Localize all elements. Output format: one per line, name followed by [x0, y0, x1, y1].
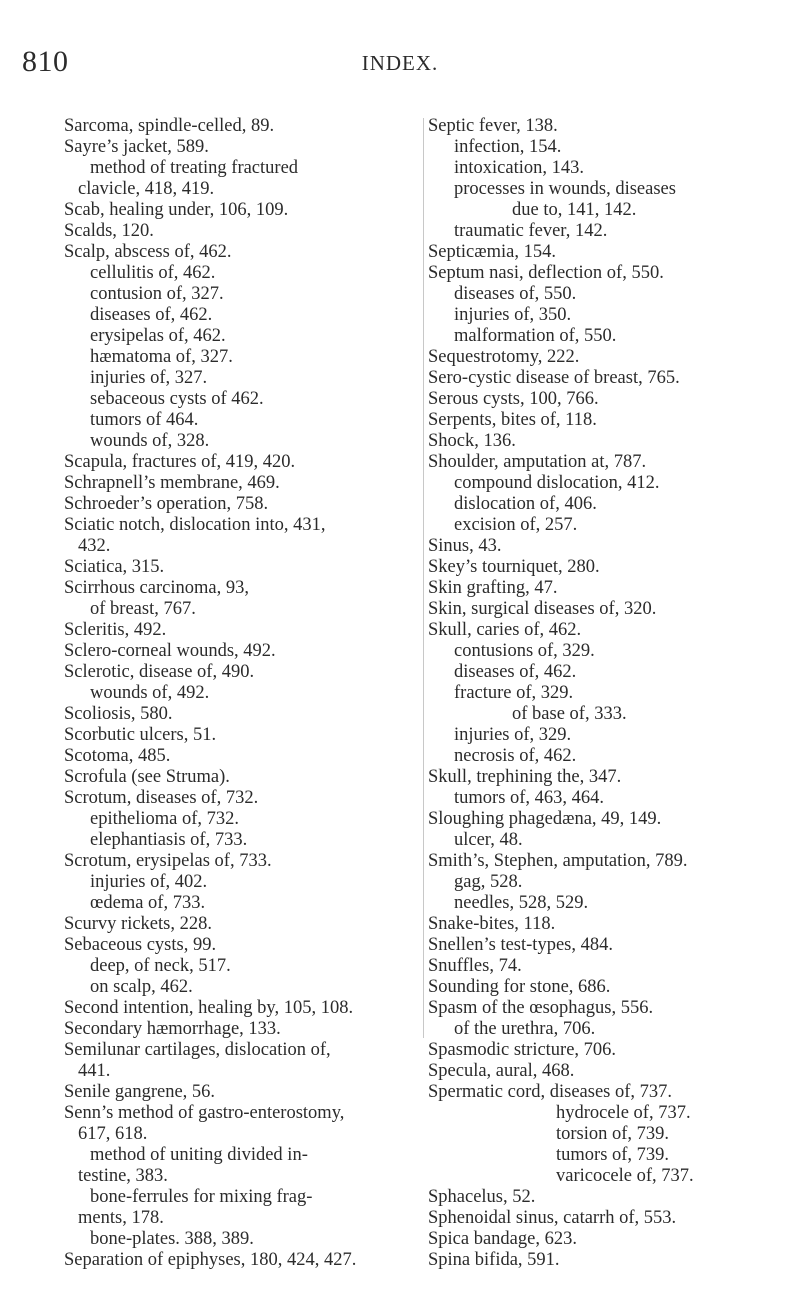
index-entry: Scalp, abscess of, 462.: [64, 242, 232, 262]
index-entry: ulcer, 48.: [454, 830, 523, 850]
index-entry: gag, 528.: [454, 872, 523, 892]
index-entry: of the urethra, 706.: [454, 1019, 596, 1039]
index-entry: hæmatoma of, 327.: [90, 347, 233, 367]
index-entry: of breast, 767.: [90, 599, 196, 619]
index-entry: Sebaceous cysts, 99.: [64, 935, 217, 955]
index-entry: injuries of, 350.: [454, 305, 572, 325]
index-entry: excision of, 257.: [454, 515, 578, 535]
index-entry: Sarcoma, spindle-celled, 89.: [64, 116, 275, 136]
index-entry: Scoliosis, 580.: [64, 704, 173, 724]
index-entry: wounds of, 328.: [90, 431, 210, 451]
index-entry: Sloughing phagedæna, 49, 149.: [428, 809, 662, 829]
index-entry: diseases of, 550.: [454, 284, 577, 304]
index-entry: testine, 383.: [78, 1166, 168, 1186]
index-entry: cellulitis of, 462.: [90, 263, 216, 283]
index-entry: injuries of, 329.: [454, 725, 572, 745]
index-entry: wounds of, 492.: [90, 683, 210, 703]
index-entry: Skin, surgical diseases of, 320.: [428, 599, 657, 619]
index-entry: Scleritis, 492.: [64, 620, 167, 640]
index-entry: infection, 154.: [454, 137, 562, 157]
index-entry: Sero-cystic disease of breast, 765.: [428, 368, 680, 388]
index-entry: Sclerotic, disease of, 490.: [64, 662, 255, 682]
index-entry: Spasm of the œsophagus, 556.: [428, 998, 654, 1018]
index-entry: bone-ferrules for mixing frag-: [90, 1187, 313, 1207]
index-entry: 617, 618.: [78, 1124, 148, 1144]
index-entry: Scrotum, erysipelas of, 733.: [64, 851, 272, 871]
index-entry: Sinus, 43.: [428, 536, 502, 556]
page-number: 810: [22, 45, 69, 78]
index-entry: Scrotum, diseases of, 732.: [64, 788, 259, 808]
index-entry: epithelioma of, 732.: [90, 809, 239, 829]
index-entry: dislocation of, 406.: [454, 494, 597, 514]
index-entry: Spermatic cord, diseases of, 737.: [428, 1082, 673, 1102]
index-entry: Snake-bites, 118.: [428, 914, 556, 934]
index-entry: Serous cysts, 100, 766.: [428, 389, 599, 409]
index-entry: Senile gangrene, 56.: [64, 1082, 216, 1102]
index-entry: 441.: [78, 1061, 111, 1081]
index-entry: contusions of, 329.: [454, 641, 595, 661]
index-entry: tumors of, 739.: [556, 1145, 670, 1165]
index-entry: necrosis of, 462.: [454, 746, 577, 766]
index-entry: Scorbutic ulcers, 51.: [64, 725, 217, 745]
index-entry: Specula, aural, 468.: [428, 1061, 575, 1081]
index-entry: traumatic fever, 142.: [454, 221, 608, 241]
index-entry: tumors of, 463, 464.: [454, 788, 605, 808]
index-entry: on scalp, 462.: [90, 977, 193, 997]
index-entry: of base of, 333.: [512, 704, 627, 724]
index-entry: Scapula, fractures of, 419, 420.: [64, 452, 296, 472]
index-column-right: [428, 116, 768, 1271]
index-entry: Second intention, healing by, 105, 108.: [64, 998, 354, 1018]
index-entry: erysipelas of, 462.: [90, 326, 226, 346]
index-entry: Septicæmia, 154.: [428, 242, 556, 262]
index-entry: sebaceous cysts of 462.: [90, 389, 264, 409]
index-entry: torsion of, 739.: [556, 1124, 670, 1144]
index-entry: clavicle, 418, 419.: [78, 179, 215, 199]
index-entry: Scurvy rickets, 228.: [64, 914, 212, 934]
index-entry: Snuffles, 74.: [428, 956, 522, 976]
index-entry: bone-plates. 388, 389.: [90, 1229, 254, 1249]
index-entry: Secondary hæmorrhage, 133.: [64, 1019, 281, 1039]
index-entry: Sciatica, 315.: [64, 557, 165, 577]
index-entry: Shock, 136.: [428, 431, 516, 451]
index-entry: fracture of, 329.: [454, 683, 574, 703]
index-entry: contusion of, 327.: [90, 284, 224, 304]
index-entry: Spica bandage, 623.: [428, 1229, 577, 1249]
index-entry: Sequestrotomy, 222.: [428, 347, 580, 367]
index-entry: diseases of, 462.: [454, 662, 577, 682]
index-entry: Scirrhous carcinoma, 93,: [64, 578, 249, 598]
index-entry: Sayre’s jacket, 589.: [64, 137, 209, 157]
index-entry: method of treating fractured: [90, 158, 299, 178]
index-entry: Skull, caries of, 462.: [428, 620, 582, 640]
index-entry: injuries of, 402.: [90, 872, 208, 892]
index-entry: Semilunar cartilages, dislocation of,: [64, 1040, 331, 1060]
index-entry: diseases of, 462.: [90, 305, 213, 325]
index-entry: Sounding for stone, 686.: [428, 977, 611, 997]
index-entry: compound dislocation, 412.: [454, 473, 660, 493]
index-entry: œdema of, 733.: [90, 893, 206, 913]
index-entry: Skull, trephining the, 347.: [428, 767, 622, 787]
index-column-left: [64, 116, 424, 1271]
index-entry: Scab, healing under, 106, 109.: [64, 200, 289, 220]
index-entry: injuries of, 327.: [90, 368, 208, 388]
index-entry: Skey’s tourniquet, 280.: [428, 557, 600, 577]
index-entry: Septum nasi, deflection of, 550.: [428, 263, 664, 283]
index-entry: needles, 528, 529.: [454, 893, 589, 913]
index-entry: Schroeder’s operation, 758.: [64, 494, 269, 514]
index-entry: Scalds, 120.: [64, 221, 154, 241]
index-entry: Scrofula (see Struma).: [64, 767, 230, 787]
index-entry: 432.: [78, 536, 111, 556]
index-entry: malformation of, 550.: [454, 326, 617, 346]
index-entry: Sphacelus, 52.: [428, 1187, 536, 1207]
index-entry: deep, of neck, 517.: [90, 956, 231, 976]
index-entry: due to, 141, 142.: [512, 200, 637, 220]
index-entry: Septic fever, 138.: [428, 116, 558, 136]
index-entry: Schrapnell’s membrane, 469.: [64, 473, 280, 493]
index-entry: Serpents, bites of, 118.: [428, 410, 597, 430]
index-entry: processes in wounds, diseases: [454, 179, 676, 199]
running-head: INDEX.: [361, 51, 439, 75]
index-entry: Sclero-corneal wounds, 492.: [64, 641, 276, 661]
index-entry: elephantiasis of, 733.: [90, 830, 248, 850]
index-entry: Sciatic notch, dislocation into, 431,: [64, 515, 326, 535]
index-entry: intoxication, 143.: [454, 158, 584, 178]
index-entry: Separation of epiphyses, 180, 424, 427.: [64, 1250, 357, 1270]
index-entry: tumors of 464.: [90, 410, 199, 430]
index-entry: Smith’s, Stephen, amputation, 789.: [428, 851, 688, 871]
column-rule: [423, 118, 424, 1038]
index-entry: ments, 178.: [78, 1208, 164, 1228]
index-entry: Spina bifida, 591.: [428, 1250, 560, 1270]
index-entry: Skin grafting, 47.: [428, 578, 558, 598]
index-entry: Scotoma, 485.: [64, 746, 171, 766]
index-entry: Sphenoidal sinus, catarrh of, 553.: [428, 1208, 677, 1228]
index-entry: hydrocele of, 737.: [556, 1103, 691, 1123]
index-entry: Spasmodic stricture, 706.: [428, 1040, 617, 1060]
index-entry: method of uniting divided in-: [90, 1145, 308, 1165]
index-entry: Snellen’s test-types, 484.: [428, 935, 613, 955]
index-entry: Senn’s method of gastro-enterostomy,: [64, 1103, 345, 1123]
index-entry: varicocele of, 737.: [556, 1166, 694, 1186]
index-entry: Shoulder, amputation at, 787.: [428, 452, 647, 472]
